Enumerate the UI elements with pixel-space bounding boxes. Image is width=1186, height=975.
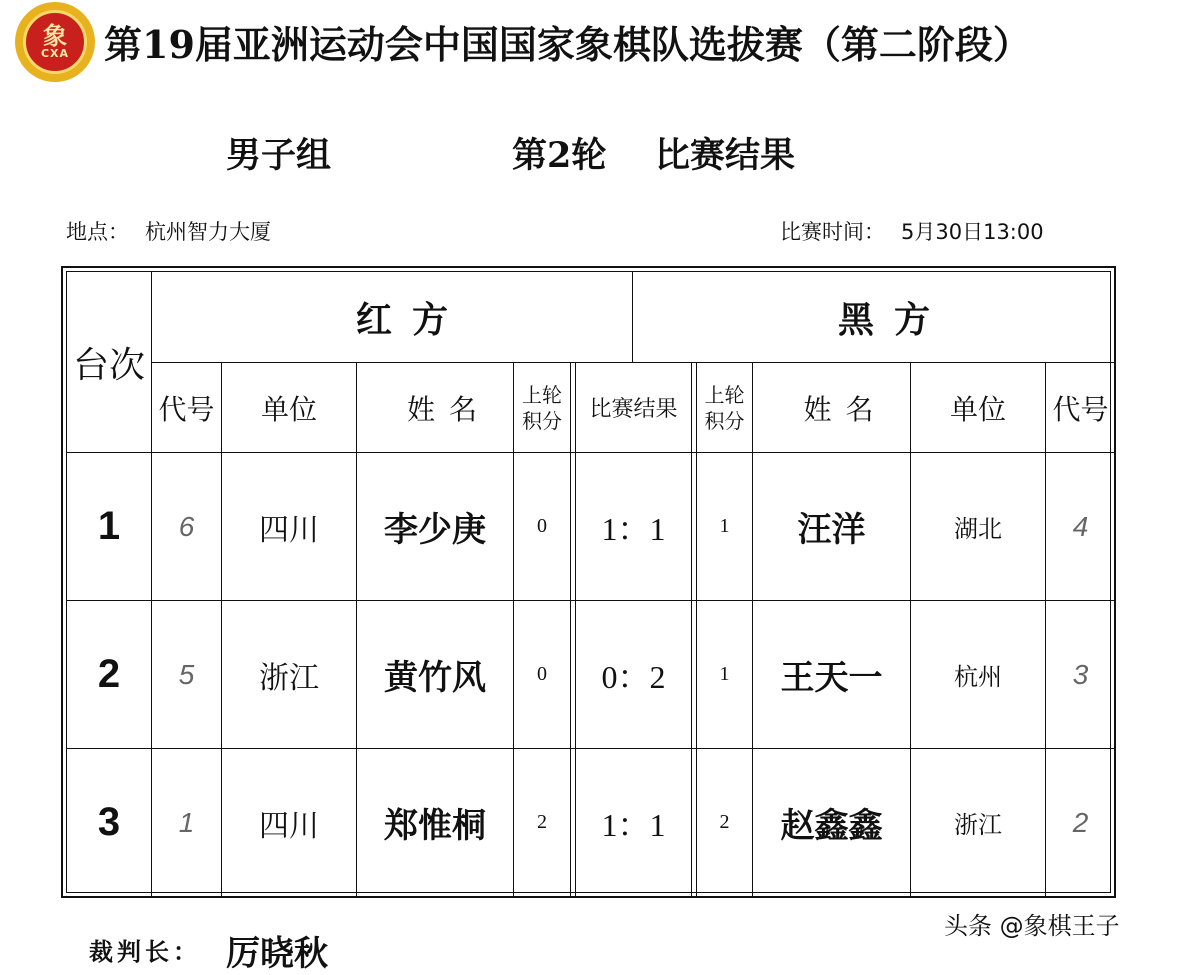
time-value: 5月30日13:00 [901,220,1044,244]
watermark: 头条 @象棋王子 [944,912,1120,940]
red-points-header: 上轮积分 [522,382,562,433]
black-unit: 湖北 [954,515,1002,543]
group-label: 男子组 [226,135,332,176]
black-unit: 杭州 [954,663,1002,691]
black-points: 1 [719,515,730,537]
red-unit-header: 单位 [260,392,317,426]
black-player-name: 汪洋 [797,510,866,550]
red-player-name: 郑惟桐 [384,806,486,846]
board-number: 1 [97,504,121,548]
red-unit: 四川 [259,512,319,548]
red-name-header: 姓名 [406,392,491,426]
game-result: 1：1 [601,510,666,547]
referee-label: 裁判长： [89,937,201,966]
black-points-header: 上轮积分 [704,382,745,433]
red-unit: 浙江 [259,660,319,696]
venue-label: 地点： [66,220,129,244]
black-code: 4 [1072,510,1089,542]
black-points: 2 [719,811,730,833]
referee-name: 厉晓秋 [226,934,328,974]
venue-value: 杭州智力大厦 [145,220,271,244]
cxa-logo [15,2,95,82]
page-title: 第19届亚洲运动会中国国家象棋队选拔赛（第二阶段） [104,22,1031,67]
logo-text: CXA [40,47,70,60]
black-unit: 浙江 [954,811,1002,839]
red-unit: 四川 [259,808,319,844]
logo-glyph: 象 [43,22,67,50]
time-line [780,216,1044,246]
game-result: 0：2 [601,658,666,695]
red-code-header: 代号 [158,392,215,426]
venue-line [66,216,271,246]
results-table-inner [66,271,1111,893]
red-points: 0 [537,663,547,685]
board-number: 2 [97,652,121,696]
round-title: 比赛结果 [655,135,796,176]
red-code: 5 [178,658,195,690]
red-code: 6 [178,510,195,542]
game-result: 1：1 [601,806,666,843]
board-number: 3 [97,800,121,844]
round-label: 第2轮 [512,135,607,176]
board-header: 台次 [72,344,145,386]
black-code: 3 [1072,658,1089,690]
black-player-name: 王天一 [780,658,883,698]
red-player-name: 李少庚 [384,510,486,550]
black-unit-header: 单位 [949,392,1006,426]
black-points: 1 [719,663,730,685]
result-header: 比赛结果 [589,397,678,422]
black-side-header: 黑方 [837,298,950,341]
black-code: 2 [1072,806,1089,838]
red-code: 1 [178,806,195,838]
red-points: 2 [537,811,547,833]
time-label: 比赛时间： [780,220,885,244]
red-player-name: 黄竹风 [384,658,486,698]
red-side-header: 红方 [355,298,468,341]
results-table [61,266,1116,898]
black-code-header: 代号 [1052,392,1109,426]
black-player-name: 赵鑫鑫 [780,806,883,846]
black-name-header: 姓名 [803,392,888,426]
red-points: 0 [537,515,547,537]
